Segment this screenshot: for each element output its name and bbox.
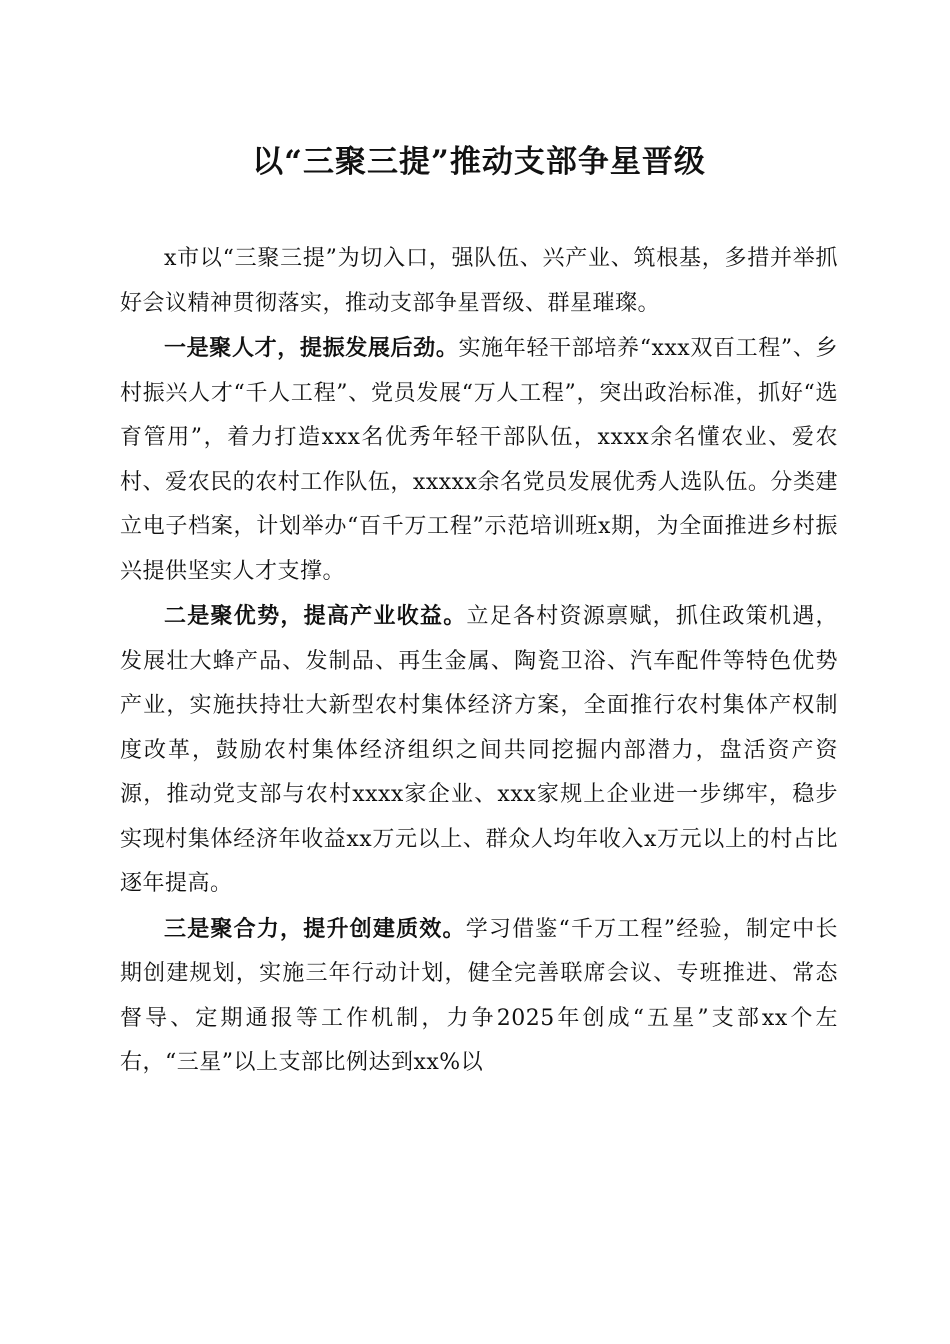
section-lead-3: 三是聚合力，提升创建质效。 (164, 915, 466, 942)
section-paragraph-1 (120, 326, 838, 594)
document-body (120, 237, 838, 1086)
section-text-1: 实施年轻干部培养“xxx双百工程”、乡村振兴人才“千人工程”、党员发展“万人工程”，突出政治标准，抓好“选育管用”，着力打造xxx名优秀年轻干部队伍，xxxx余名懂农业、爱农村、爱农民的农村工作队伍，xxxxx余名党员发展优秀人选队伍。分类建立电子档案，计划举办“百千万工程”示范培训班x期，为全面推进乡村振兴提供坚实人才支撑。 (120, 336, 838, 584)
section-lead-1: 一是聚人才，提振发展后劲。 (164, 335, 459, 361)
section-text-3: 学习借鉴“千万工程”经验，制定中长期创建规划，实施三年行动计划，健全完善联席会议、专班推进、常态督导、定期通报等工作机制，力争2025年创成“五星”支部xx个左右，“三星”以上支部比例达到xx%以 (120, 916, 838, 1075)
section-paragraph-2 (120, 594, 838, 907)
document-title: 以“三聚三提”推动支部争星晋级 (252, 144, 706, 180)
intro-paragraph: x市以“三聚三提”为切入口，强队伍、兴产业、筑根基，多措并举抓好会议精神贯彻落实，推动支部争星晋级、群星璀璨。 (120, 246, 838, 316)
section-paragraph-3 (120, 907, 838, 1086)
section-text-2: 立足各村资源禀赋，抓住政策机遇，发展壮大蜂产品、发制品、再生金属、陶瓷卫浴、汽车配件等特色优势产业，实施扶持壮大新型农村集体经济方案，全面推行农村集体产权制度改革，鼓励农村集体经济组织之间共同挖掘内部潜力，盘活资产资源，推动党支部与农村xxxx家企业、xxx家规上企业进一步绑牢，稳步实现村集体经济年收益xx万元以上、群众人均年收入x万元以上的村占比逐年提高。 (120, 604, 838, 896)
section-lead-2: 二是聚优势，提高产业收益。 (164, 603, 467, 629)
